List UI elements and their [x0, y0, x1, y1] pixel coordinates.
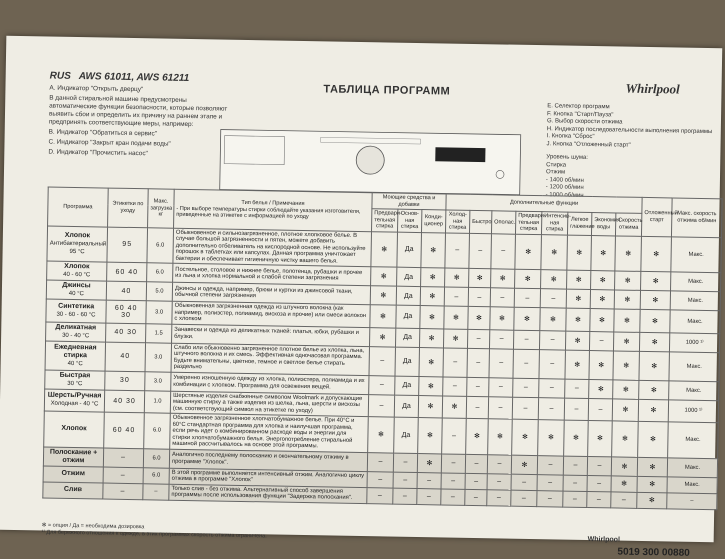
- option-cell: ✻: [637, 457, 667, 477]
- legend-j: J. Кнопка "Отложенный старт": [546, 140, 631, 149]
- option-cell: ✻: [418, 418, 443, 454]
- option-cell: ✻: [611, 475, 637, 491]
- option-cell: –: [393, 472, 417, 488]
- option-cell: –: [539, 330, 565, 349]
- program-name-cell: [45, 341, 105, 371]
- option-cell: –: [487, 473, 511, 489]
- care-label-icons: 60 40: [104, 412, 145, 448]
- option-cell: –: [539, 349, 566, 378]
- option-cell: ✻: [443, 328, 467, 347]
- option-cell: ✻: [368, 417, 395, 453]
- document-code: 5019 300 00880: [617, 546, 690, 559]
- option-cell: ✻: [637, 476, 667, 493]
- page-title: ТАБЛИЦА ПРОГРАММ: [323, 83, 451, 98]
- header-desc-title: Тип белья / Примечания: [241, 199, 305, 208]
- option-cell: ✻: [420, 306, 444, 329]
- header-labels: Этикетки по уходу: [108, 188, 149, 227]
- option-cell: ✻: [637, 492, 667, 509]
- option-cell: ✻: [640, 290, 670, 310]
- max-load: 5.0: [146, 282, 172, 301]
- option-cell: –: [565, 379, 589, 398]
- max-load: 3.0: [145, 371, 171, 390]
- option-cell: –: [563, 491, 587, 507]
- program-temp: 40 °C: [68, 290, 84, 298]
- option-cell: ✻: [488, 419, 513, 455]
- program-name-cell: [46, 299, 106, 323]
- option-cell: ✻: [641, 236, 672, 272]
- option-cell: ✻: [611, 456, 637, 475]
- option-cell: ✻: [638, 399, 668, 422]
- option-cell: ✻: [540, 308, 566, 331]
- option-cell: ✻: [638, 421, 669, 457]
- option-cell: ✻: [371, 231, 398, 267]
- program-temp: 40 °C: [67, 360, 83, 367]
- program-name: Хлопок: [61, 425, 87, 433]
- option-cell: ✻: [613, 350, 640, 379]
- footnote-1: ✻ = опция / Да = необходима дозировка: [41, 522, 145, 531]
- option-cell: –: [537, 455, 563, 474]
- max-spin: Макс.: [667, 476, 717, 493]
- subheader-spinspeed: Скорость отжима: [615, 213, 641, 236]
- option-cell: ✻: [468, 306, 490, 329]
- option-cell: –: [443, 376, 467, 395]
- option-cell: –: [467, 377, 489, 396]
- max-spin: Макс.: [670, 310, 720, 333]
- option-cell: –: [489, 377, 513, 396]
- option-cell: ✻: [419, 376, 443, 395]
- noise-1000: - 1000 об/мин: [545, 191, 584, 199]
- max-load: 6.0: [144, 413, 171, 449]
- max-spin: Макс.: [669, 351, 719, 381]
- option-cell: –: [466, 396, 488, 419]
- option-cell: ✻: [541, 234, 568, 270]
- max-load: 1.0: [144, 390, 170, 413]
- option-cell: –: [511, 474, 537, 490]
- option-cell: –: [367, 487, 393, 503]
- option-cell: –: [587, 475, 611, 491]
- option-cell: ✻: [590, 290, 614, 309]
- care-label-icons: –: [103, 448, 143, 468]
- header-extra: Дополнительные функции: [446, 194, 642, 213]
- program-name-cell: [43, 466, 103, 483]
- program-name: Быстрая: [59, 371, 91, 379]
- subheader-prewash2: Предвари-тельная стирка: [515, 211, 541, 234]
- max-load: 6.0: [143, 448, 169, 467]
- option-cell: ✻: [491, 269, 515, 288]
- indicator-a: A. Индикатор "Открыть дверцу": [49, 84, 144, 94]
- option-cell: –: [444, 287, 468, 306]
- option-cell: –: [513, 378, 539, 397]
- models-label: AWS 61011, AWS 61211: [78, 71, 190, 84]
- program-name: Отжим: [61, 469, 85, 478]
- option-cell: ✻: [590, 309, 614, 332]
- indicator-b: B. Индикатор "Обратиться в сервис": [48, 128, 158, 138]
- option-cell: ✻: [419, 328, 443, 347]
- max-load: 1.5: [146, 323, 172, 342]
- option-cell: ✻: [469, 268, 491, 287]
- option-cell: –: [417, 488, 441, 504]
- max-load: 6.0: [147, 263, 173, 282]
- max-load: 6.0: [147, 227, 174, 263]
- option-cell: ✻: [589, 350, 614, 379]
- option-cell: ✻: [612, 398, 638, 421]
- option-cell: ✻: [641, 271, 671, 291]
- display-screen: [435, 147, 485, 162]
- option-cell: ✻: [421, 232, 446, 268]
- option-cell: ✻: [515, 234, 542, 270]
- noise-spin: Отжим: [546, 169, 566, 176]
- option-cell: Да: [394, 395, 418, 418]
- care-label-icons: 60 40: [107, 262, 147, 282]
- option-cell: ✻: [444, 306, 468, 329]
- option-cell: ✻: [417, 453, 441, 472]
- option-cell: –: [393, 488, 417, 504]
- option-cell: –: [465, 473, 487, 489]
- legend: [546, 103, 718, 202]
- option-cell: –: [511, 490, 537, 506]
- noise-1400: - 1400 об/мин: [545, 176, 584, 184]
- program-name: Деликатная: [55, 323, 97, 331]
- max-spin: 1000 ¹⁾: [668, 399, 718, 422]
- option-cell: –: [564, 398, 588, 421]
- program-temp: 40 - 60 °C: [63, 271, 91, 279]
- option-cell: –: [442, 418, 467, 454]
- option-cell: ✻: [515, 269, 541, 288]
- option-cell: Да: [395, 328, 419, 347]
- option-cell: –: [467, 348, 490, 377]
- option-cell: Да: [395, 347, 420, 376]
- care-label-icons: 40 30: [104, 390, 144, 413]
- max-spin: Макс.: [669, 380, 719, 400]
- region-label: RUS: [49, 70, 71, 82]
- program-temp: 30 - 40 °C: [62, 332, 90, 339]
- header-load: Макс. загрузка кг: [148, 189, 175, 228]
- option-cell: –: [587, 491, 611, 507]
- option-cell: –: [369, 375, 395, 394]
- option-cell: –: [441, 488, 465, 504]
- legend-i: I. Кнопка "Сброс": [546, 133, 595, 141]
- option-cell: ✻: [567, 270, 591, 289]
- option-cell: ✻: [442, 395, 466, 418]
- option-cell: –: [467, 329, 489, 348]
- program-description: Джинсы и одежда, например, брюки и куртки из джинсовой ткани, обычной степени загрязнения: [172, 282, 370, 304]
- care-label-icons: –: [103, 483, 143, 500]
- program-sheet: [0, 36, 722, 559]
- option-cell: ✻: [567, 235, 592, 271]
- option-cell: ✻: [566, 308, 590, 331]
- care-label-icons: 95: [107, 227, 148, 263]
- option-cell: –: [488, 396, 512, 419]
- max-spin: –: [667, 492, 717, 509]
- program-description: Обыкновенная загрязненная одежда из штучного волокна (как например, полиэстер, полиамид, вискоза и прочие) или смеси волокон с хлопком: [172, 301, 370, 327]
- program-description: Занавески и одежда из деликатных тканей: платья, юбки, рубашки и блузки.: [172, 324, 370, 346]
- program-name: Шерсть/Ручная: [47, 391, 102, 400]
- program-name-cell: [43, 481, 103, 498]
- option-cell: ✻: [591, 271, 615, 290]
- brand-logo: Whirlpool: [625, 80, 680, 97]
- max-load: 3.0: [145, 342, 172, 371]
- option-cell: –: [468, 287, 490, 306]
- option-cell: ✻: [591, 235, 616, 271]
- max-spin: Макс.: [670, 291, 720, 311]
- option-cell: ✻: [370, 327, 396, 346]
- option-cell: Да: [396, 286, 420, 305]
- option-cell: ✻: [613, 379, 639, 398]
- option-cell: ✻: [614, 309, 640, 332]
- option-cell: ✻: [538, 420, 565, 456]
- legend-f: F. Кнопка "Старт/Пауза": [547, 110, 614, 118]
- program-description: Постельное, столовое и нижнее белье, полотенца, рубашки и прочее из льна и хлопка нормальной и слабой степени загрязнения: [173, 263, 371, 285]
- program-name: Синтетика: [58, 302, 95, 311]
- max-spin: Макс.: [671, 272, 721, 292]
- care-label-icons: 60 40 30: [106, 300, 146, 323]
- header-delay: Отложенный старт: [642, 197, 673, 236]
- program-name: Джинсы: [62, 281, 91, 290]
- option-cell: ✻: [639, 351, 670, 381]
- option-cell: –: [589, 331, 613, 350]
- option-cell: –: [611, 491, 637, 507]
- legend-g: G. Выбор скорости отжима: [546, 118, 623, 126]
- max-load: 3.0: [146, 301, 172, 324]
- max-spin: 1000 ¹⁾: [670, 332, 720, 352]
- option-cell: ✻: [541, 270, 567, 289]
- program-selector-knob: [356, 146, 384, 174]
- option-cell: ✻: [612, 421, 639, 457]
- option-cell: ✻: [564, 420, 589, 456]
- program-description: Шерстяные изделия снабженные символом Woolmark и допускающие машинную стирку а также изделия из шелка, льна, шерсти и вискозы (см. соответствующий символ на этикетке по уходу): [170, 391, 368, 417]
- option-cell: –: [465, 489, 487, 505]
- option-cell: ✻: [514, 307, 540, 330]
- option-cell: ✻: [565, 350, 590, 379]
- program-description: Слабо или обыкновенно загрязненное плотное белье из хлопка, льна, штучного волокна и их смесь. Эффективная одночасовая программа. Будьте внимательны, цветное, темное и светлое белье стирать раздельно: [171, 343, 369, 375]
- option-cell: –: [514, 288, 540, 307]
- indicator-d: D. Индикатор "Прочистить насос": [48, 148, 148, 158]
- option-cell: ✻: [420, 287, 444, 306]
- max-load: –: [143, 483, 169, 499]
- program-description: В этой программе выполняется интенсивный отжим. Аналогично циклу отжима в программе "Хлопок": [169, 468, 367, 487]
- program-description: Аналогично последнему полосканию и окончательному отжиму в программе "Хлопок".: [169, 449, 367, 471]
- subheader-fast: Быстро: [469, 210, 491, 233]
- program-description: Обыкновенное загрязненное хлопчатобумажное белье. При 40°C и 60°C стандартная программа для хлопка и наилучшая программа, если речь идет о комбинированном расходе воды и энергии для стирки хлопчатобумажного белья. Энергопотребление стиральной машиной рассчитывалось на основе этой программы.: [170, 413, 369, 452]
- option-cell: Да: [395, 376, 419, 395]
- option-cell: ✻: [371, 267, 397, 286]
- option-cell: –: [417, 472, 441, 488]
- option-cell: Да: [397, 267, 421, 286]
- option-cell: ✻: [511, 455, 537, 474]
- option-cell: –: [491, 233, 516, 269]
- program-name-cell: [45, 370, 105, 390]
- option-cell: ✻: [419, 347, 444, 376]
- program-name: Хлопок: [64, 262, 90, 271]
- option-cell: –: [367, 452, 393, 471]
- option-cell: ✻: [588, 421, 613, 457]
- option-cell: –: [443, 347, 468, 376]
- option-cell: –: [512, 397, 538, 420]
- option-cell: –: [367, 471, 393, 487]
- option-cell: –: [445, 232, 470, 268]
- table-body: [43, 226, 722, 510]
- option-cell: ✻: [421, 268, 445, 287]
- option-cell: ✻: [370, 305, 396, 328]
- program-table: [42, 187, 722, 510]
- option-cell: Да: [394, 417, 419, 453]
- program-name-cell: [47, 261, 107, 281]
- option-cell: –: [487, 489, 511, 505]
- subheader-rinse: Ополас.: [491, 211, 515, 234]
- subheader-cold: Холод-ная стирка: [445, 210, 469, 233]
- option-cell: –: [563, 456, 587, 475]
- option-cell: ✻: [613, 331, 639, 350]
- noise-wash: Стирка: [546, 161, 567, 169]
- header-maxspin: Макс. скорость отжима об/мин: [672, 198, 723, 237]
- option-cell: –: [587, 456, 611, 475]
- option-cell: –: [538, 397, 564, 420]
- option-cell: ✻: [445, 268, 469, 287]
- subheader-easy: Легкое глажение: [567, 212, 591, 235]
- option-cell: –: [441, 472, 465, 488]
- option-cell: ✻: [640, 309, 670, 332]
- option-cell: Да: [397, 232, 422, 268]
- option-cell: ✻: [639, 380, 669, 400]
- max-spin: Макс.: [667, 457, 717, 477]
- program-name-cell: [47, 226, 108, 263]
- option-cell: ✻: [566, 289, 590, 308]
- option-cell: –: [487, 454, 511, 473]
- legend-h: H. Индикатор последовательности выполнения программы: [546, 125, 713, 135]
- option-cell: –: [441, 453, 465, 472]
- subheader-prewash: Предвари-тельная стирка: [372, 209, 398, 232]
- program-name: Ежедневная стирка: [54, 343, 97, 359]
- subheader-intensive: Интенсив-ная стирка: [541, 212, 567, 235]
- option-cell: Да: [396, 305, 420, 328]
- option-cell: –: [537, 474, 563, 490]
- care-label-icons: –: [103, 467, 143, 484]
- program-name: Полоскание + отжим: [49, 448, 98, 464]
- indicator-c: C. Индикатор "Закрыт кран подачи воды": [48, 138, 171, 148]
- header-desc-note: - При выборе температуры стирки соблюдайте указания изготовителя, приведенные на этикетке с информацией по уходу: [176, 205, 361, 221]
- option-cell: ✻: [490, 307, 514, 330]
- footer-brand: Whirlpool: [587, 536, 621, 544]
- option-cell: ✻: [615, 271, 641, 290]
- program-temp: 30 °C: [67, 380, 83, 387]
- subheader-main: Основ-ная стирка: [398, 209, 422, 232]
- noise-1200: - 1200 об/мин: [545, 184, 584, 191]
- care-label-icons: 30: [105, 371, 145, 391]
- program-name: Слив: [63, 485, 83, 494]
- program-temp: 30 - 60 - 60 °C: [56, 311, 96, 319]
- option-cell: ✻: [565, 331, 589, 350]
- max-spin: Макс.: [668, 422, 719, 458]
- program-name-cell: [43, 447, 103, 467]
- option-cell: –: [393, 453, 417, 472]
- option-cell: –: [588, 398, 612, 421]
- program-name: Хлопок: [64, 231, 91, 240]
- footnote-2: ¹⁾ Для бережного отношения к одежде, в этих программах скорость отжима ограничена.: [41, 528, 267, 539]
- option-cell: ✻: [589, 379, 613, 398]
- option-cell: –: [537, 490, 563, 506]
- header-desc: [174, 189, 373, 231]
- option-cell: –: [513, 330, 539, 349]
- option-cell: ✻: [418, 395, 442, 418]
- program-description: Умеренно изношенную одежду из хлопка, полиэстера, полиамида и их комбинации с хлопком. Программа для освежения вещей.: [171, 372, 369, 394]
- option-cell: –: [369, 346, 396, 375]
- option-cell: ✻: [466, 418, 489, 454]
- care-label-icons: 40: [105, 342, 146, 372]
- option-cell: –: [539, 378, 565, 397]
- option-cell: –: [563, 475, 587, 491]
- option-cell: –: [469, 233, 492, 269]
- option-cell: –: [489, 329, 513, 348]
- program-description: Только слив - без отжима. Альтернативный способ завершения программы после использования функции "Задержка полоскания".: [169, 484, 367, 503]
- program-name-cell: [44, 411, 105, 448]
- option-cell: –: [513, 349, 540, 378]
- model-line: [49, 70, 230, 84]
- option-cell: –: [465, 454, 487, 473]
- program-temp: 95 °C: [69, 248, 85, 255]
- program-name-cell: [46, 280, 106, 300]
- program-sub: Холодная - 40 °C: [50, 400, 99, 408]
- footnotes: [42, 522, 267, 539]
- option-cell: ✻: [615, 235, 642, 271]
- max-spin: Макс.: [671, 236, 722, 272]
- care-label-icons: 40 30: [106, 323, 146, 343]
- header-detergent: Моющие средства и добавки: [372, 193, 446, 210]
- header-program: Программа: [48, 187, 109, 227]
- subheader-norinse: Экономия воды: [591, 213, 615, 236]
- option-cell: ✻: [512, 419, 539, 455]
- max-load: 6.0: [143, 467, 169, 483]
- option-cell: ✻: [370, 286, 396, 305]
- program-name-cell: [46, 322, 106, 342]
- option-cell: ✻: [640, 332, 670, 352]
- option-cell: –: [489, 348, 514, 377]
- subheader-softener: Конди-ционер: [422, 210, 446, 233]
- indicator-a-note: В данной стиральной машине предусмотрены автоматические функции безопасности, которые позволяют выявить сбои и определить их причину на раннем этапе и предпринять соответствующие меры, например:: [48, 94, 228, 129]
- care-label-icons: 40: [106, 281, 146, 301]
- option-cell: –: [540, 289, 566, 308]
- program-description: Обыкновенное и сильнозагрязненное, плотное хлопковое белье. В случае большой загрязненности и пятен, можете добавить дополнительно отбеливатель на кислородной основе. Не используйте порошок в таблетках или капсулах. Данная программа уничтожает бактерии и обеспечивает гигиеничную чистку вашего белья.: [173, 228, 372, 267]
- option-cell: ✻: [614, 290, 640, 309]
- program-sub: Антибактериальный: [49, 240, 107, 248]
- noise-title: Уровень шума:: [546, 154, 589, 161]
- option-cell: –: [368, 394, 394, 417]
- option-cell: –: [490, 288, 514, 307]
- legend-e: E. Селектор программ: [547, 103, 610, 111]
- program-name-cell: [44, 389, 104, 413]
